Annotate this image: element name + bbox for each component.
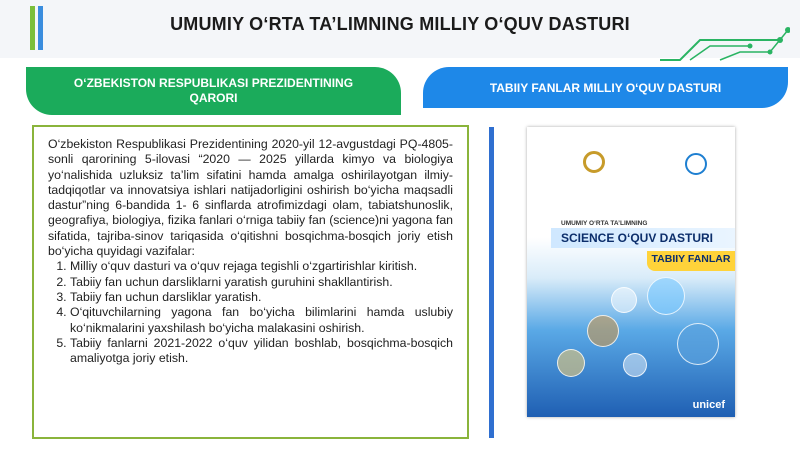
list-item: 1. Milliy o‘quv dasturi va o‘quv rejaga tegishli o‘zgartirishlar kiritish.: [70, 259, 453, 274]
circuit-decoration-icon: [660, 18, 790, 63]
decree-paragraph: O‘zbekiston Respublikasi Prezidentining 2020-yil 12-avgustdagi PQ-4805-sonli qarorining 5-ilovasi “2020 — 2025 yillarda kimyo va biologiya yo‘nalishida uzluksiz ta’lim sifatini hamda amalga oshirilayotgan ilmiy-tadqiqotlar va innovatsiya ishlari natijadorligini oshirish bo‘yicha maqsadli dastur”ning 6-bandida 1- 6 sinflarda atrofimizdagi olam, tabiatshunoslik, geografiya, biologiya, fizika fanlari o‘rniga tabiiy fan (science)ni yagona fan sifatida, tajriba-sinov tariqasida o‘qitishni bosqichma-bosqich joriy etish bo‘yicha quyidagi vazifalar:: [48, 137, 453, 259]
task-list: [48, 259, 453, 366]
institute-logo-icon: [685, 153, 707, 175]
cover-main-title: SCIENCE O‘QUV DASTURI: [561, 231, 714, 245]
list-item: 2. Tabiiy fan uchun darsliklarni yaratish guruhini shakllantirish.: [70, 275, 453, 290]
list-item: 3. Tabiiy fan uchun darsliklar yaratish.: [70, 290, 453, 305]
decree-text-box: [32, 125, 469, 439]
science-bubble-icon: [647, 277, 685, 315]
list-item: 5. Tabiiy fanlarni 2021-2022 o‘quv yilidan boshlab, bosqichma-bosqich amaliyotga joriy etish.: [70, 336, 453, 367]
science-bubble-icon: [557, 349, 585, 377]
science-bubble-icon: [587, 315, 619, 347]
cover-small-title: UMUMIY O‘RTA TA’LIMNING: [561, 220, 648, 227]
cover-subtitle: TABIIY FANLAR: [651, 253, 731, 265]
page-title: UMUMIY O‘RTA TA’LIMNING MILLIY O‘QUV DASTURI: [170, 14, 630, 34]
book-cover-image: [527, 127, 735, 417]
curriculum-banner: TABIIY FANLAR MILLIY O‘QUV DASTURI: [423, 67, 788, 108]
unicef-logo: unicef: [692, 399, 725, 411]
ministry-seal-icon: [583, 151, 605, 173]
divider-line: [489, 127, 494, 438]
science-bubble-icon: [677, 323, 719, 365]
science-bubble-icon: [611, 287, 637, 313]
decree-banner: O‘ZBEKISTON RESPUBLIKASI PREZIDENTINING QARORI: [26, 67, 401, 115]
science-bubble-icon: [623, 353, 647, 377]
list-item: 4. O‘qituvchilarning yagona fan bo‘yicha bilimlarini hamda uslubiy ko‘nikmalarini yaxshilash bo‘yicha malakasini oshirish.: [70, 305, 453, 336]
